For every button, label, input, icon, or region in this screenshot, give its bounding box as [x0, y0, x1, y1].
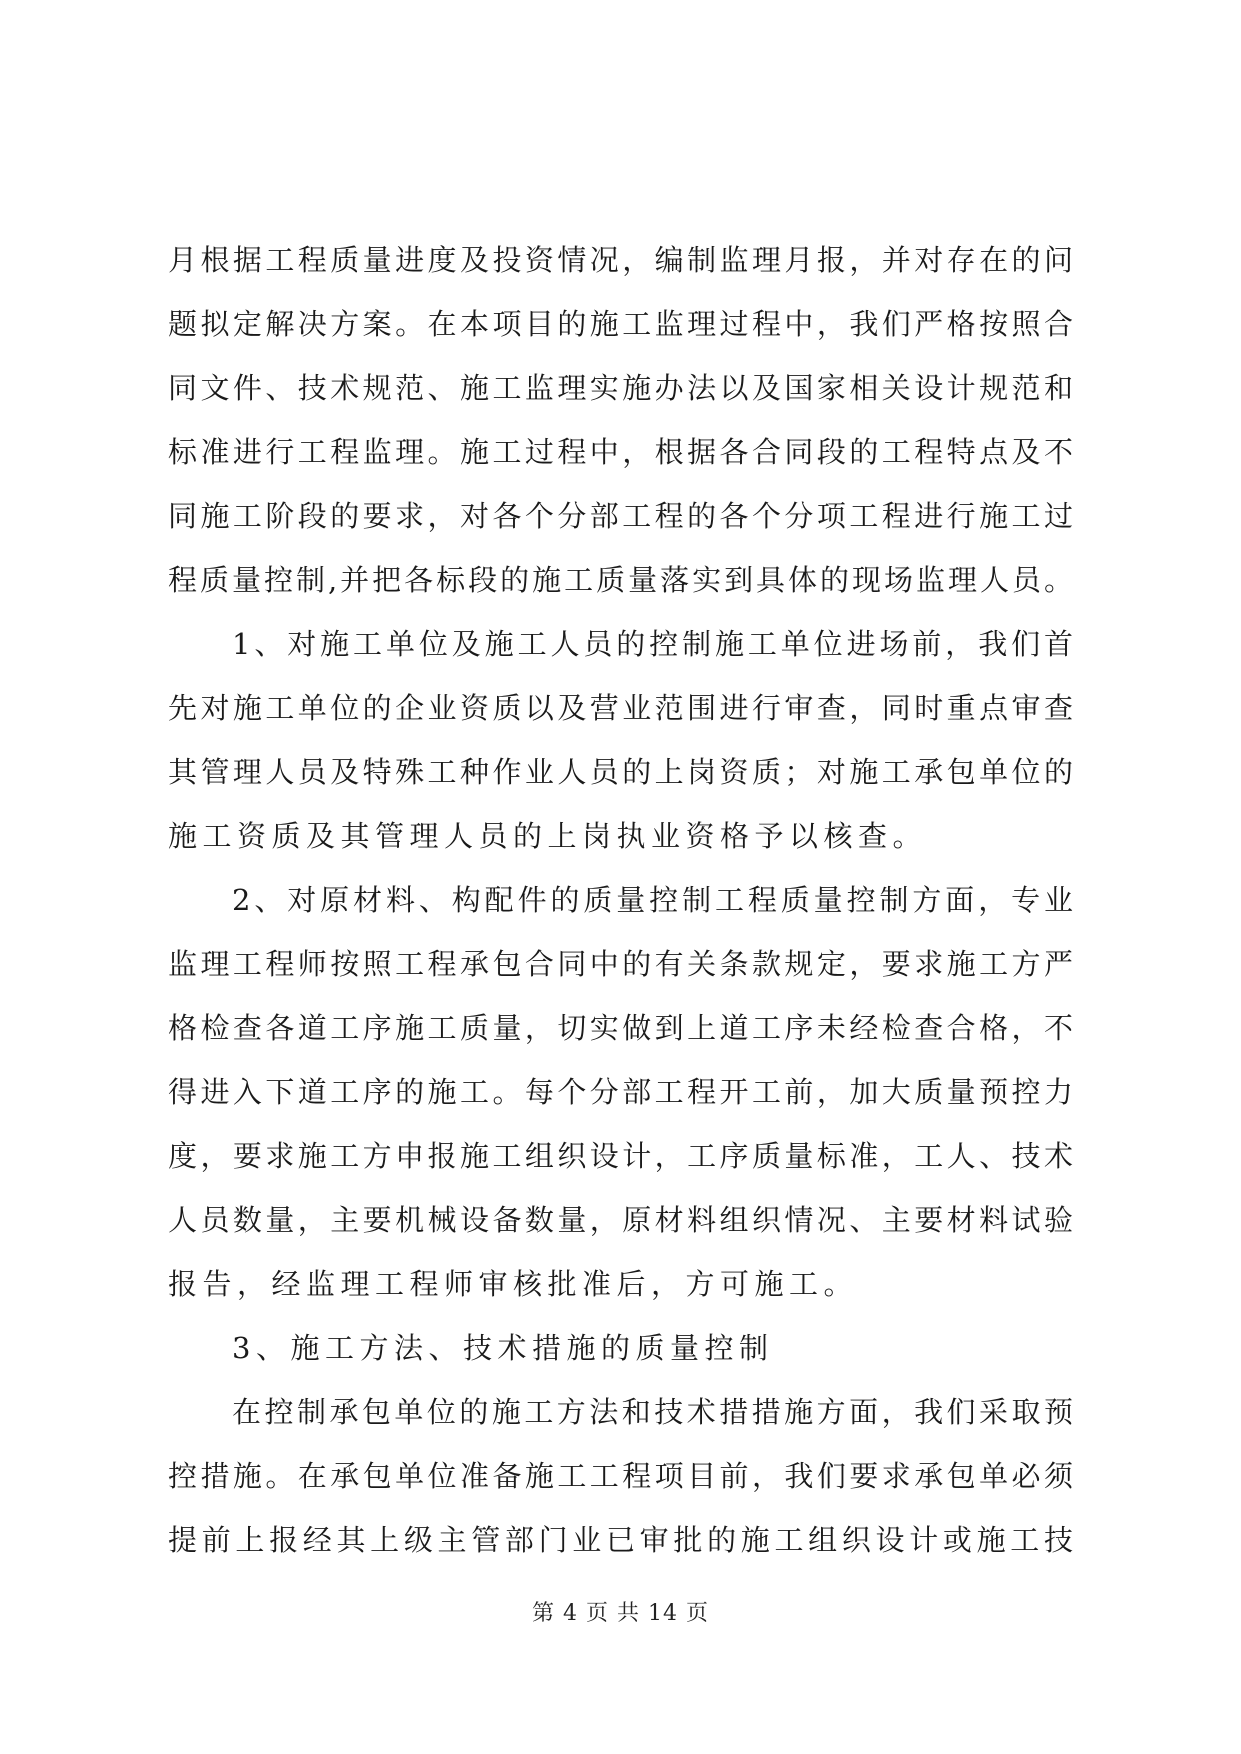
text-line: 先对施工单位的企业资质以及营业范围进行审查，同时重点审查: [168, 691, 1073, 725]
text-line: 提前上报经其上级主管部门业已审批的施工组织设计或施工技: [168, 1523, 1073, 1557]
text-line: 同文件、技术规范、施工监理实施办法以及国家相关设计规范和: [168, 371, 1073, 405]
text-line: 人员数量，主要机械设备数量，原材料组织情况、主要材料试验: [168, 1203, 1073, 1237]
section-heading: 3、施工方法、技术措施的质量控制: [232, 1331, 774, 1365]
text-line: 报告，经监理工程师审核批准后，方可施工。: [168, 1267, 859, 1301]
text-line: 标准进行工程监理。施工过程中，根据各合同段的工程特点及不: [168, 435, 1073, 469]
text-line: 2、对原材料、构配件的质量控制工程质量控制方面，专业: [232, 883, 1073, 917]
text-line: 同施工阶段的要求，对各个分部工程的各个分项工程进行施工过: [168, 499, 1073, 533]
text-line: 题拟定解决方案。在本项目的施工监理过程中，我们严格按照合: [168, 307, 1073, 341]
text-line: 度，要求施工方申报施工组织设计，工序质量标准，工人、技术: [168, 1139, 1073, 1173]
text-line: 在控制承包单位的施工方法和技术措措施方面，我们采取预: [232, 1395, 1073, 1429]
text-line: 监理工程师按照工程承包合同中的有关条款规定，要求施工方严: [168, 947, 1073, 981]
text-line: 月根据工程质量进度及投资情况，编制监理月报，并对存在的问: [168, 243, 1073, 277]
text-line: 其管理人员及特殊工种作业人员的上岗资质；对施工承包单位的: [168, 755, 1073, 789]
text-line: 控措施。在承包单位准备施工工程项目前，我们要求承包单必须: [168, 1459, 1073, 1493]
page-number-footer: 第 4 页 共 14 页: [532, 1601, 709, 1626]
text-line: 程质量控制,并把各标段的施工质量落实到具体的现场监理人员。: [168, 563, 1073, 597]
text-line: 1、对施工单位及施工人员的控制施工单位进场前，我们首: [232, 627, 1073, 661]
document-body: [168, 228, 1073, 1572]
text-line: 格检查各道工序施工质量，切实做到上道工序未经检查合格，不: [168, 1011, 1073, 1045]
text-line: 得进入下道工序的施工。每个分部工程开工前，加大质量预控力: [168, 1075, 1073, 1109]
text-line: 施工资质及其管理人员的上岗执业资格予以核查。: [168, 819, 928, 853]
